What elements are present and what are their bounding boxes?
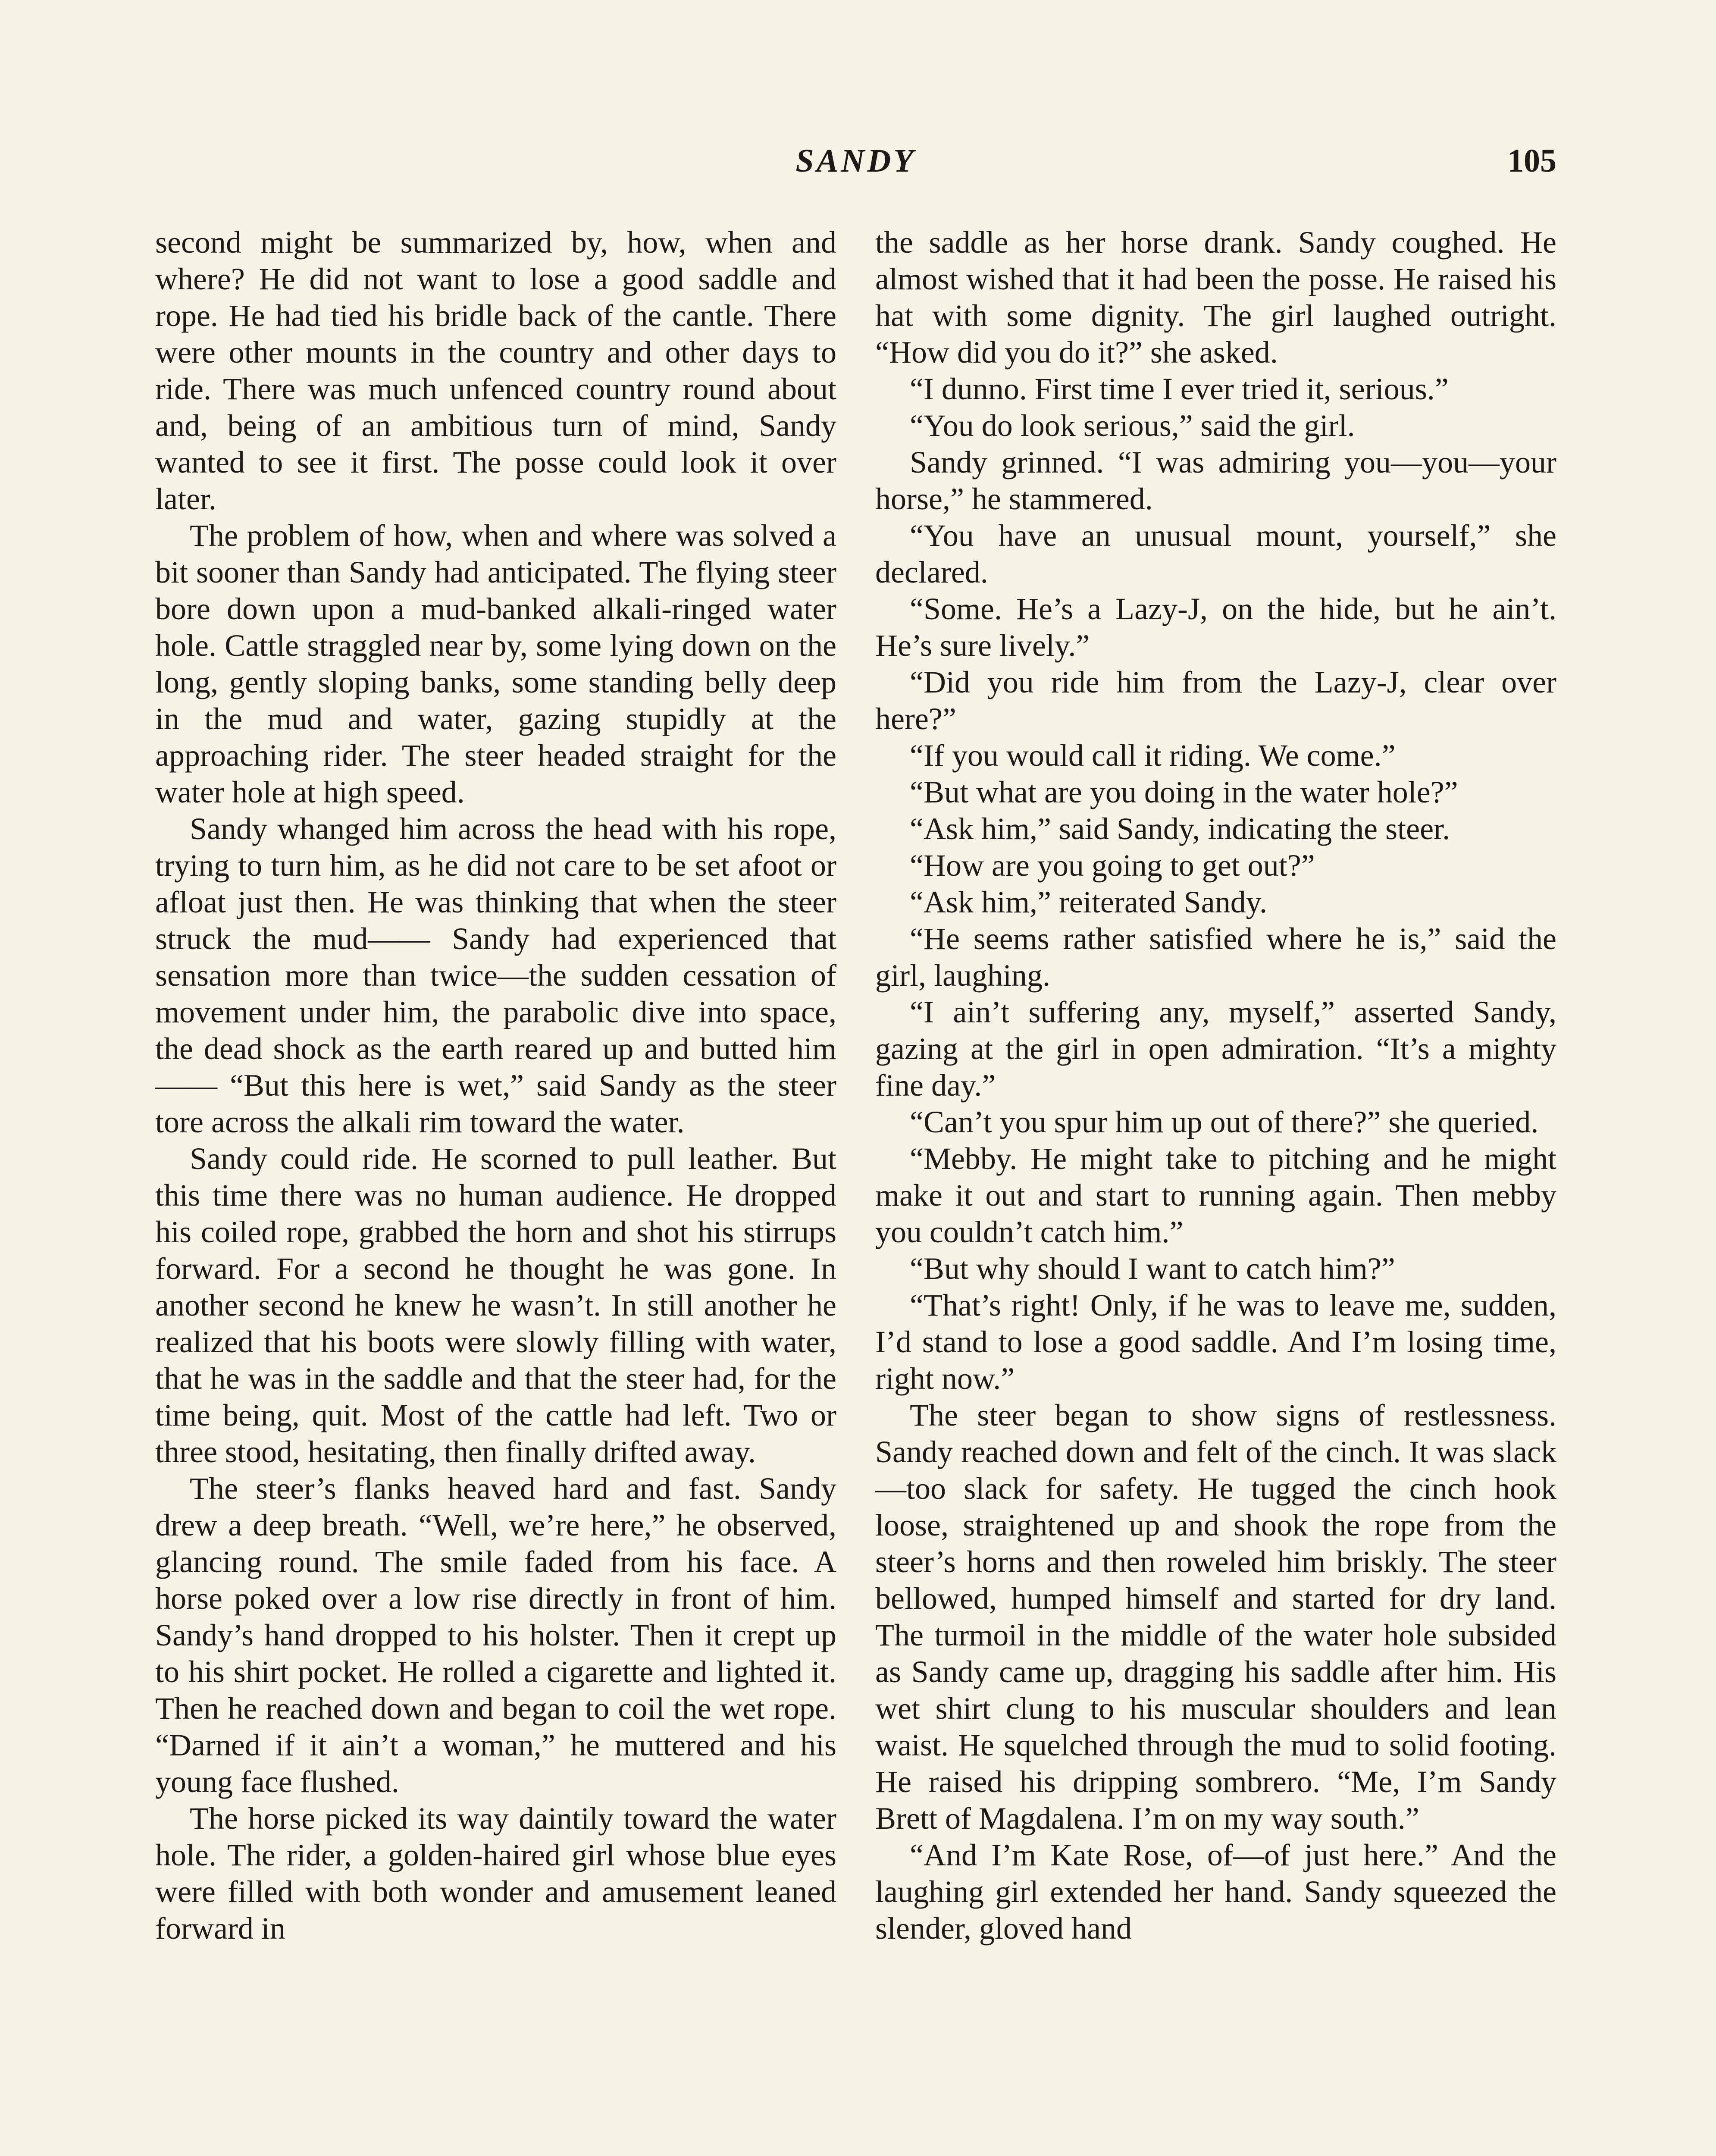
- paragraph: The horse picked its way daintily toward the water hole. The rider, a golden-haired girl whose blue eyes were filled with both wonder and amusement leaned forward in: [155, 1801, 836, 1946]
- paragraph: “Ask him,” reiterated Sandy.: [910, 885, 1268, 919]
- page-number: 105: [1507, 143, 1556, 179]
- paragraph: “Ask him,” said Sandy, indicating the steer.: [910, 812, 1450, 846]
- paragraph: Sandy could ride. He scorned to pull leather. But this time there was no human audience. He dropped his coiled rope, grabbed the horn and shot his stirrups forward. For a second he thought he was gone. In another second he knew he wasn’t. In still another he realized that his boots were slowly filling with water, that he was in the saddle and that the steer had, for the time being, quit. Most of the cattle had left. Two or three stood, hesitating, then finally drifted away.: [155, 1141, 836, 1469]
- paragraph: The steer’s flanks heaved hard and fast. Sandy drew a deep breath. “Well, we’re here,” he observed, glancing round. The smile faded from his face. A horse poked over a low rise directly in front of him. Sandy’s hand dropped to his holster. Then it crept up to his shirt pocket. He rolled a cigarette and lighted it. Then he reached down and began to coil the wet rope. “Darned if it ain’t a woman,” he muttered and his young face flushed.: [155, 1471, 836, 1799]
- page-header: [155, 142, 1556, 198]
- paragraph: “Can’t you spur him up out of there?” she queried.: [910, 1105, 1539, 1139]
- paragraph: Sandy whanged him across the head with his rope, trying to turn him, as he did not care to be set afoot or afloat just then. He was thinking that when the steer struck the mud—— Sandy had experienced that sensation more than twice—the sudden cessation of movement under him, the parabolic dive into space, the dead shock as the earth reared up and butted him—— “But this here is wet,” said Sandy as the steer tore across the alkali rim toward the water.: [155, 812, 836, 1139]
- paragraph: “You do look serious,” said the girl.: [910, 408, 1355, 443]
- left-column: [155, 224, 836, 1947]
- paragraph: “If you would call it riding. We come.”: [910, 738, 1396, 773]
- paragraph: “He seems rather satisfied where he is,” said the girl, laughing.: [875, 921, 1556, 993]
- paragraph: “But why should I want to catch him?”: [910, 1251, 1395, 1286]
- paragraph: “Some. He’s a Lazy-J, on the hide, but he ain’t. He’s sure lively.”: [875, 592, 1556, 663]
- paragraph: “That’s right! Only, if he was to leave me, sudden, I’d stand to lose a good saddle. And I’m losing time, right now.”: [875, 1288, 1556, 1396]
- paragraph: Sandy grinned. “I was admiring you—you—your horse,” he stammered.: [875, 445, 1556, 516]
- paragraph: The problem of how, when and where was solved a bit sooner than Sandy had anticipated. The flying steer bore down upon a mud-banked alkali-ringed water hole. Cattle straggled near by, some lying down on the long, gently sloping banks, some standing belly deep in the mud and water, gazing stupidly at the approaching rider. The steer headed straight for the water hole at high speed.: [155, 518, 836, 809]
- running-title: SANDY: [795, 143, 916, 179]
- paragraph: “Did you ride him from the Lazy-J, clear over here?”: [875, 665, 1556, 736]
- paragraph: The steer began to show signs of restlessness. Sandy reached down and felt of the cinch. It was slack—too slack for safety. He tugged the cinch hook loose, straightened up and shook the rope from the steer’s horns and then roweled him briskly. The steer bellowed, humped himself and started for dry land. The turmoil in the middle of the water hole subsided as Sandy came up, dragging his saddle after him. His wet shirt clung to his muscular shoulders and lean waist. He squelched through the mud to solid footing. He raised his dripping sombrero. “Me, I’m Sandy Brett of Magdalena. I’m on my way south.”: [875, 1398, 1556, 1836]
- paragraph: “I dunno. First time I ever tried it, serious.”: [910, 372, 1449, 406]
- paragraph: “Mebby. He might take to pitching and he might make it out and start to running again. Then mebby you couldn’t catch him.”: [875, 1141, 1556, 1249]
- paragraph: the saddle as her horse drank. Sandy coughed. He almost wished that it had been the posse. He raised his hat with some dignity. The girl laughed outright. “How did you do it?” she asked.: [875, 225, 1556, 370]
- paragraph: “But what are you doing in the water hole?”: [910, 775, 1458, 809]
- paragraph: “How are you going to get out?”: [910, 848, 1315, 883]
- paragraph: “You have an unusual mount, yourself,” she declared.: [875, 518, 1556, 589]
- right-column: [875, 224, 1556, 1947]
- paragraph: second might be summarized by, how, when and where? He did not want to lose a good saddle and rope. He had tied his bridle back of the cantle. There were other mounts in the country and other days to ride. There was much unfenced country round about and, being of an ambitious turn of mind, Sandy wanted to see it first. The posse could look it over later.: [155, 225, 836, 516]
- paragraph: “And I’m Kate Rose, of—of just here.” And the laughing girl extended her hand. Sandy squeezed the slender, gloved hand: [875, 1838, 1556, 1946]
- paragraph: “I ain’t suffering any, myself,” asserted Sandy, gazing at the girl in open admiration. “It’s a mighty fine day.”: [875, 995, 1556, 1103]
